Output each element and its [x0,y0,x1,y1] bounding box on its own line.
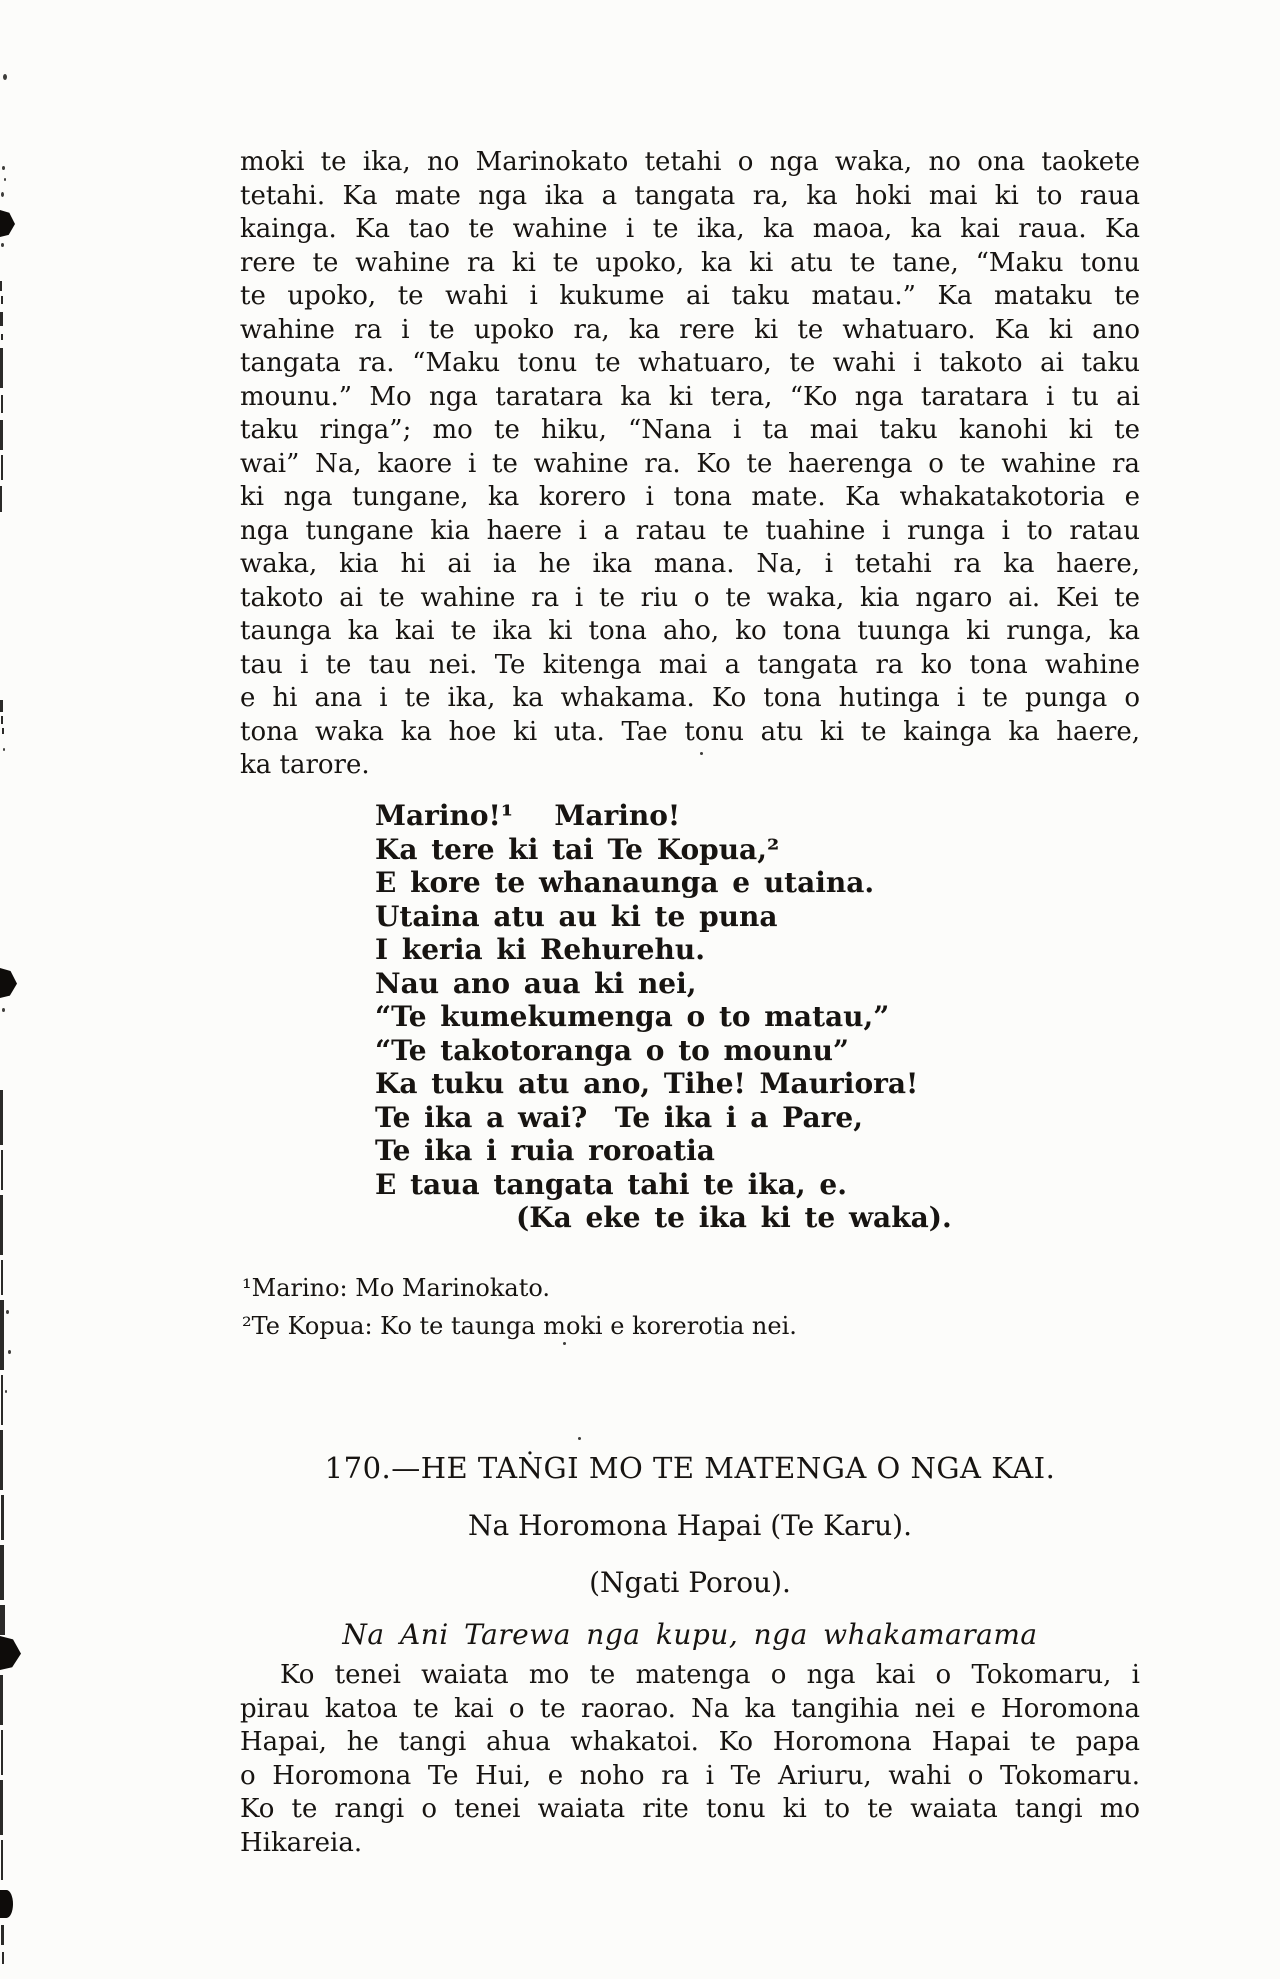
ink-mark [2,1952,4,1964]
text-line: ka tarore. [240,750,370,780]
ink-mark [2,728,4,734]
waiata-poem [375,799,1035,1235]
text-line: “Te kumekumenga o to matau,” [375,1000,890,1033]
text-line: Hapai, he tangi ahua whakatoi. Ko Horomona Hapai te papa [240,1727,1140,1757]
ink-mark [0,281,2,291]
text-line: taku ringa”; mo te hiku, “Nana i ta mai taku kanohi ki te [240,415,1140,445]
text-line: moki te ika, no Marinokato tetahi o nga waka, no ona taokete [240,147,1140,177]
text-line: mounu.” Mo nga taratara ka ki tera, “Ko nga taratara i tu ai [240,381,1140,412]
ink-mark [1,1840,3,1880]
text-line: ki nga tungane, ka korero i tona mate. Ka whakatakotoria e [240,482,1140,512]
ink-mark [1,1495,4,1540]
ink-mark [0,1090,3,1145]
text-line: Ka tere ki tai Te Kopua,² [375,832,780,866]
ink-blob [0,1890,13,1918]
text-line: Ko te rangi o tenei waiata rite tonu ki to te waiata tangi mo [240,1794,1140,1824]
text-line: tau i te tau nei. Te kitenga mai a tangata ra ko tona wahine [240,649,1140,680]
ink-mark [1,192,4,197]
ink-mark [700,752,703,755]
text-line: taunga ka kai te ika ki tona aho, ko tona tuunga ki runga, ka [240,616,1140,646]
ink-mark [0,486,2,512]
text-line: ²Te Kopua: Ko te taunga moki e korerotia nei. [242,1312,797,1340]
text-line: takoto ai te wahine ra i te riu o te waka, kia ngaro ai. Kei te [240,582,1140,613]
text-line: wahine ra i te upoko ra, ka rere ki te whatuaro. Ka ki ano [240,314,1140,345]
text-line: nga tungane kia haere i a ratau te tuahine i runga i to ratau [240,515,1140,546]
ink-mark [1,296,3,304]
ink-mark [1,1925,4,1945]
ink-mark [1,1260,3,1295]
text-line: E kore te whanaunga e utaina. [375,866,875,899]
text-line: pirau katoa te kai o te raorao. Na ka tangihia nei e Horomona [240,1693,1140,1724]
text-line: rere te wahine ra ki te upoko, ka ki atu te tane, “Maku tonu [240,247,1140,278]
text-line: tona waka ka hoe ki uta. Tae tonu atu ki te kainga ka haere, [240,716,1140,747]
text-line: “Te takotoranga o to mounu” [375,1033,850,1067]
text-line: I keria ki Rehurehu. [375,933,705,966]
ink-mark [0,1195,3,1255]
ink-mark [1,243,4,247]
ink-mark [0,1545,4,1600]
ink-blob [0,1636,21,1670]
ink-mark [2,1008,5,1012]
text-line: Te ika a wai? Te ika i a Pare, [375,1100,863,1134]
ink-blob [0,968,17,998]
ink-mark [5,1390,7,1393]
ink-mark [0,1605,5,1635]
ink-mark [578,1437,581,1440]
text-line: Nau ano aua ki nei, [375,966,697,1000]
text-line: e hi ana i te ika, ka whakama. Ko tona hutinga i te punga o [240,683,1140,713]
ink-mark [0,348,3,388]
ink-mark [1,395,3,413]
ink-mark [2,166,5,170]
ink-mark [0,1780,3,1835]
text-line: Te ika i ruia roroatia [375,1134,715,1167]
commentary-paragraph [240,1659,1140,1860]
section-title: 170.—HE TAṄGI MO TE MATENGA O NGA KAI. [324,1451,1056,1485]
text-line: Hikareia. [240,1827,363,1858]
ink-mark [0,420,3,450]
text-line: te upoko, te wahi i kukume ai taku matau.” Ka mataku te [240,281,1140,311]
ink-mark [8,1350,11,1354]
ink-mark [1,334,3,340]
footnotes [242,1273,1102,1349]
ink-mark [1,716,3,724]
text-line: waka, kia hi ai ia he ika mana. Na, i tetahi ra ka haere, [240,549,1140,579]
ink-mark [1,1730,3,1775]
ink-mark [3,74,7,80]
section-credit: Na Ani Tarewa nga kupu, nga whakamarama [342,1618,1038,1651]
ink-mark [6,1310,9,1314]
ink-mark [0,700,3,712]
ink-mark [1,455,3,480]
ink-mark [4,178,6,181]
text-line: wai” Na, kaore i te wahine ra. Ko te haerenga o te wahine ra [240,448,1140,479]
text-line: Ka tuku atu ano, Tihe! Mauriora! [375,1067,919,1100]
text-line: Utaina atu au ki te puna [375,899,778,933]
text-line: E taua tangata tahi te ika, e. [375,1167,847,1201]
ink-mark [0,1675,3,1725]
text-line: o Horomona Te Hui, e noho ra i Te Ariuru, wahi o Tokomaru. [240,1760,1140,1791]
text-line: (Ka eke te ika ki te waka). [516,1201,952,1234]
text-line: tangata ra. “Maku tonu te whatuaro, te wahi i takoto ai taku [240,348,1140,378]
ink-mark [3,748,5,751]
ink-mark [0,1300,4,1370]
ink-mark [1,1375,3,1425]
section-iwi: (Ngati Porou). [589,1566,791,1599]
text-line: kainga. Ka tao te wahine i te ika, ka maoa, ka kai raua. Ka [240,214,1140,244]
ink-mark [563,1342,566,1345]
ink-blob [0,210,15,237]
text-line: ¹Marino: Mo Marinokato. [242,1274,551,1302]
text-line: Ko tenei waiata mo te matenga o nga kai o Tokomaru, i [280,1660,1140,1690]
ink-mark [0,312,3,326]
section-author: Na Horomona Hapai (Te Karu). [468,1509,912,1542]
text-line: tetahi. Ka mate nga ika a tangata ra, ka hoki mai ki to raua [240,180,1140,211]
text-line: Marino!¹ Marino! [375,799,681,832]
ink-mark [1,1150,3,1190]
prose-continuation-paragraph [240,146,1140,783]
ink-mark [0,1430,3,1490]
